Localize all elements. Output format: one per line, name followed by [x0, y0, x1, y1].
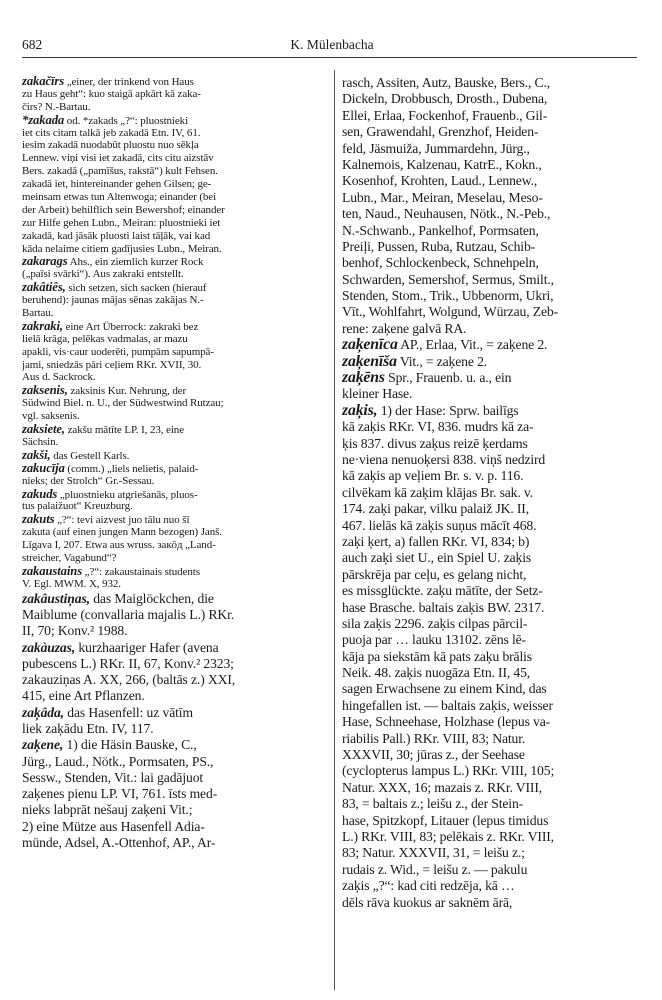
entry-text: kā zaķis RKr. VI, 836. mudrs kā za-	[342, 419, 534, 435]
entry-line	[342, 829, 641, 845]
entry-text: cilvēkam kā zaķim klājas Br. sak. v.	[342, 484, 533, 500]
entry-text: Dickeln, Drobbusch, Drosth., Dubena,	[342, 91, 548, 107]
entry-line	[22, 88, 327, 101]
entry-line	[342, 173, 641, 189]
entry-text: sila zaķis 2296. zaķis cilpas pārcil-	[342, 615, 528, 631]
entry-text: zaķi ķert, a) fallen RKr. VI, 834; b)	[342, 533, 530, 549]
headword: zakraki,	[22, 319, 63, 333]
entry-line	[342, 419, 641, 435]
entry-text: beruhend): jaunas mājas sēnas zakājas N.-	[22, 294, 204, 307]
entry-text: eine Art Überrock: zakraki bez	[63, 320, 199, 333]
entry-line	[342, 878, 641, 894]
entry-text: ķis 837. divus zaķus reizē ķerdams	[342, 435, 528, 451]
entry-line	[22, 500, 327, 513]
entry-line	[22, 191, 327, 204]
entry-text: auch zaķi siet U., ein Spiel U. zaķis	[342, 550, 532, 566]
entry-text: iet cits citam talkā jeb zakadā Etn. IV, 61.	[22, 126, 201, 139]
entry-line-with-headword	[22, 565, 327, 578]
headword: zaķis,	[342, 402, 378, 419]
entry-text: čirs? N.-Bartau.	[22, 100, 91, 113]
entry-text: Hase, Schneehase, Holzhase (lepus va-	[342, 714, 551, 730]
entry-text: zur Hilfe gehen Lubn., Meiran: pluostnieki iet	[22, 216, 221, 229]
entry-text: XXXVII, 30; jūras z., der Seehase	[342, 747, 525, 763]
headword: zaķenīša	[342, 353, 397, 370]
entry-text: apakli, vis·caur uoderēti, pumpām sapumpā-	[22, 345, 214, 358]
entry-line	[342, 272, 641, 288]
entry-text: Lubn., Mar., Meiran, Meselau, Meso-	[342, 189, 543, 205]
entry-line	[22, 359, 327, 372]
headword: *zakada	[22, 113, 65, 127]
entry-line	[342, 665, 641, 681]
entry-text: „?“: zakaustainais students	[82, 565, 200, 578]
entry-line	[22, 526, 327, 539]
entry-text: Kosenhof, Krohten, Laud., Lennew.,	[342, 173, 538, 189]
entry-line	[22, 754, 327, 770]
entry-line	[22, 552, 327, 565]
entry-text: („paīsi svārki“). Aus zakraki entstellt.	[22, 268, 184, 281]
entry-text: Lennew. viņi visi iet zakadā, cits citu aizstāv	[22, 152, 214, 165]
entry-text: Schwarden, Semershof, Sermus, Smilt.,	[342, 271, 554, 287]
entry-line	[342, 288, 641, 304]
entry-line	[22, 178, 327, 191]
entry-line	[22, 243, 327, 256]
entry-line-with-headword	[22, 462, 327, 475]
entry-line	[342, 616, 641, 632]
entry-text: münde, Adsel, A.-Ottenhof, AP., Ar-	[22, 835, 216, 851]
headword: zakši,	[22, 448, 51, 462]
entry-text: 415, eine Art Pflanzen.	[22, 688, 145, 704]
entry-line	[342, 108, 641, 124]
entry-line	[342, 452, 641, 468]
entry-line	[22, 688, 327, 704]
entry-line	[22, 578, 327, 591]
headword: zaķene,	[22, 737, 64, 753]
entry-text: Ahs., ein ziemlich kurzer Rock	[67, 256, 204, 269]
entry-text: tus palaižuot“ Kreuzburg.	[22, 500, 133, 513]
entry-line-with-headword	[22, 640, 327, 656]
headword: zakucīja	[22, 461, 65, 475]
entry-text: II, 70; Konv.² 1988.	[22, 623, 128, 639]
entry-text: (cyclopterus lampus L.) RKr. VIII, 105;	[342, 763, 555, 779]
entry-text: 83; Natur. XXXVII, 31, = leišu z.;	[342, 845, 525, 861]
entry-line	[342, 534, 641, 550]
entry-line	[22, 410, 327, 423]
entry-line	[342, 501, 641, 517]
headword: zakarags	[22, 255, 68, 269]
entry-text: AP., Erlaa, Vit., = zaķene 2.	[397, 337, 548, 353]
entry-text: zakadā iet, hintereinander gehen Gilsen; ge-	[22, 178, 212, 191]
entry-line	[22, 127, 327, 140]
entry-line	[342, 91, 641, 107]
entry-text: od. *zakads „?“: pluostnieki	[64, 114, 189, 127]
entry-text: rasch, Assiten, Autz, Bauske, Bers., C.,	[342, 75, 551, 90]
entry-line-with-headword	[22, 114, 327, 127]
entry-line-with-headword	[22, 705, 327, 721]
entry-line	[342, 141, 641, 157]
entry-line	[342, 813, 641, 829]
entry-line-with-headword	[342, 403, 641, 419]
entry-text: Ellei, Erlaa, Fockenhof, Frauenb., Gil-	[342, 107, 548, 123]
headword: zakuts	[22, 513, 55, 527]
entry-line-with-headword	[342, 370, 641, 386]
entry-line	[342, 731, 641, 747]
page-header	[22, 37, 642, 53]
entry-text: zaksinis Kur. Nehrung, der	[67, 385, 187, 398]
entry-line	[342, 468, 641, 484]
entry-line	[22, 139, 327, 152]
entry-text: Stenden, Stom., Trik., Ubbenorm, Ukri,	[342, 288, 554, 304]
entry-text: zakšu mātīte LP. I, 23, eine	[64, 424, 184, 436]
entry-text: N.-Schwanb., Pankelhof, Pormsaten,	[342, 222, 539, 238]
headword: zakâustiņas,	[22, 590, 90, 606]
entry-text: riabilis Pall.) RKr. VIII, 83; Natur.	[342, 730, 526, 746]
entry-line	[342, 75, 641, 91]
entry-text: kleiner Hase.	[342, 386, 413, 402]
entry-text: pubescens L.) RKr. II, 67, Konv.² 2323;	[22, 655, 234, 671]
entry-text: Jürg., Laud., Nötk., Pormsaten, PS.,	[22, 753, 214, 769]
entry-line	[342, 239, 641, 255]
entry-line	[342, 321, 641, 337]
headword: zaķēns	[342, 370, 385, 387]
entry-text: Natur. XXX, 16; mazais z. RKr. VIII,	[342, 779, 542, 795]
entry-line	[22, 475, 327, 488]
entry-line	[22, 436, 327, 449]
headword: zakuds	[22, 487, 58, 501]
headword: zaķenīca	[342, 337, 398, 354]
entry-text: zu Haus geht“: kuo staigā apkārt kā zaka-	[22, 87, 201, 100]
entry-line	[342, 780, 641, 796]
entry-line-with-headword	[342, 354, 641, 370]
entry-text: kā zaķis ap veļiem Br. s. v. p. 116.	[342, 468, 524, 484]
headword: zaķâda,	[22, 704, 64, 720]
entry-line	[22, 307, 327, 320]
entry-line-with-headword	[342, 337, 641, 353]
entry-line-with-headword	[22, 423, 327, 436]
entry-text: Vit., = zaķene 2.	[396, 353, 488, 369]
entry-text: „einer, der trinkend von Haus	[64, 76, 194, 88]
headword: zakačīrs	[22, 75, 65, 88]
entry-line	[22, 835, 327, 851]
entry-line-with-headword	[22, 320, 327, 333]
entry-line	[22, 204, 327, 217]
running-head: K. Mülenbacha	[290, 37, 374, 52]
column-divider	[334, 70, 335, 990]
entry-text: zakuta (auf einen jungen Mann bezogen) Janš.	[22, 526, 222, 539]
entry-line	[342, 436, 641, 452]
entry-text: Līgava I, 207. Etwa aus wruss. закōд „Land-	[22, 539, 216, 552]
entry-line	[342, 518, 641, 534]
entry-line	[22, 607, 327, 623]
entry-line-with-headword	[22, 449, 327, 462]
entry-text: 1) der Hase: Sprw. bailīgs	[377, 402, 519, 418]
headword: zaksenis,	[22, 384, 68, 398]
entry-text: pārskrēja par ceļu, es gelang nicht,	[342, 566, 527, 582]
entry-text: L.) RKr. VIII, 83; pelēkais z. RKr. VIII,	[342, 828, 554, 844]
entry-text: puoja par … lauku 13102. zēns lē-	[342, 632, 526, 648]
entry-text: zakauziņas A. XX, 266, (baltās z.) XXI,	[22, 672, 236, 688]
entry-text: Preiļi, Pussen, Ruba, Rutzau, Schib-	[342, 238, 536, 254]
entry-text: kāda nelaime citiem gadījusies Lubn., Meiran.	[22, 242, 222, 255]
headword: zakaustains	[22, 564, 83, 578]
entry-text: V. Egl. MWM. X, 932.	[22, 577, 121, 590]
entry-line	[342, 681, 641, 697]
entry-text: Aus d. Sackrock.	[22, 371, 96, 384]
entry-line	[342, 206, 641, 222]
entry-line	[342, 632, 641, 648]
entry-text: Neik. 48. zaķis nuogāza Etn. II, 45,	[342, 665, 531, 681]
entry-text: ten, Naud., Neuhausen, Nötk., N.-Peb.,	[342, 206, 551, 222]
headword: zakâtiês,	[22, 281, 66, 295]
entry-text: iesim zakadā nuodabūt pluostu nuo sēkļa	[22, 139, 199, 152]
entry-text: nieks; der Strolch“ Gr.-Sessau.	[22, 474, 155, 487]
entry-text: feld, Jäsmuiža, Jummardehn, Jürg.,	[342, 140, 530, 156]
entry-text: 83, = baltais z.; leišu z., der Stein-	[342, 796, 524, 812]
entry-line	[342, 157, 641, 173]
entry-text: 174. zaķi pakar, vilku palaiž JK. II,	[342, 501, 529, 517]
entry-text: sen, Grawendahl, Grenzhof, Heiden-	[342, 124, 539, 140]
entry-text: ne·viena nenuoķersi 838. viņš nedzird	[342, 451, 546, 467]
entry-text: der Arbeit) behilflich sein Bewershof; einander	[22, 203, 225, 216]
entry-text: meinsam etwas tun Altenwoga; einander (bei	[22, 191, 217, 204]
entry-line	[22, 539, 327, 552]
entry-line	[22, 672, 327, 688]
entry-text: rene: zaķene galvā RA.	[342, 320, 467, 336]
entry-text: streicher, Vagabund“?	[22, 551, 117, 564]
entry-line-with-headword	[22, 384, 327, 397]
entry-text: hingefallen ist. — baltais zaķis, weisser	[342, 697, 553, 713]
entry-text: Spr., Frauenb. u. a., ein	[384, 370, 512, 386]
entry-line	[342, 895, 641, 911]
entry-text: Südwind Biel. n. U., der Südwestwind Rutzau;	[22, 397, 224, 410]
entry-line	[22, 294, 327, 307]
entry-line	[22, 101, 327, 114]
entry-line	[22, 819, 327, 835]
entry-text: das Gestell Karls.	[50, 449, 130, 462]
entry-line-with-headword	[22, 591, 327, 607]
entry-line	[22, 721, 327, 737]
entry-text: 2) eine Mütze aus Hasenfell Adia-	[22, 818, 205, 834]
headword: zaksiete,	[22, 423, 65, 436]
entry-text: Maiblume (convallaria majalis L.) RKr.	[22, 606, 235, 622]
entry-text: „?“: tevi aizvest juo tālu nuo šī	[54, 514, 190, 527]
entry-line	[342, 386, 641, 402]
entry-text: lielā krāga, pelēkas vadmalas, ar mazu	[22, 332, 188, 345]
entry-text: das Hasenfell: uz vātīm	[63, 704, 193, 720]
entry-text: sagen Erwachsene zu einem Kind, das	[342, 681, 547, 697]
entry-text: kurzhaariger Hafer (avena	[75, 639, 219, 655]
page-number: 682	[22, 37, 43, 52]
header-rule	[22, 57, 637, 58]
entry-line	[342, 304, 641, 320]
entry-line	[22, 230, 327, 243]
entry-line	[342, 714, 641, 730]
entry-text: (comm.) „liels nelietis, palaid-	[64, 462, 199, 475]
headword: zakàuzas,	[22, 639, 76, 655]
entry-line	[22, 656, 327, 672]
entry-line	[342, 255, 641, 271]
entry-text: 1) die Häsin Bauske, C.,	[63, 737, 197, 753]
entry-text: kāja pa siekstām kā pats zaķu brālis	[342, 648, 532, 664]
entry-text: hase, Spitzkopf, Litauer (lepus timidus	[342, 812, 549, 828]
entry-line	[342, 124, 641, 140]
entry-line	[342, 796, 641, 812]
entry-text: Sessw., Stenden, Vit.: lai gadājuot	[22, 769, 204, 785]
entry-line	[342, 862, 641, 878]
entry-line	[22, 333, 327, 346]
entry-text: Vīt., Wohlfahrt, Wolgund, Würzau, Zeb-	[342, 304, 558, 320]
entry-line	[342, 223, 641, 239]
entry-line	[342, 845, 641, 861]
entry-line	[342, 698, 641, 714]
entry-line	[22, 152, 327, 165]
entry-text: dēls rāva kuokus ar saknēm ārā,	[342, 894, 513, 910]
entry-text: Sächsin.	[22, 435, 59, 448]
left-column	[22, 75, 327, 851]
entry-text: vgl. saksenis.	[22, 410, 80, 423]
entry-line	[342, 747, 641, 763]
entry-text: sich setzen, sich sacken (hierauf	[65, 282, 207, 295]
entry-text: hase Brasche. baltais zaķis BW. 2317.	[342, 599, 545, 615]
entry-text: jami, sniedzās pāri ceļiem RKr. XVII, 30.	[22, 358, 202, 371]
entry-line-with-headword	[22, 513, 327, 526]
entry-line	[342, 190, 641, 206]
entry-line	[22, 623, 327, 639]
entry-line	[22, 371, 327, 384]
entry-text: Bers. zakadā („pamīšus, rakstā“) kult Fehsen.	[22, 165, 218, 178]
entry-line	[22, 397, 327, 410]
entry-line	[342, 583, 641, 599]
entry-line-with-headword	[22, 75, 327, 88]
entry-line	[22, 770, 327, 786]
entry-text: zakadā, kad jāsāk pluosti laist tāļāk, vai kad	[22, 229, 211, 242]
entry-text: „pluostnieku atgriešanās, pluos-	[57, 488, 198, 501]
entry-line-with-headword	[22, 281, 327, 294]
entry-line	[22, 802, 327, 818]
entry-text: benhof, Schlockenbeck, Schnehpeln,	[342, 255, 539, 271]
entry-text: zaķenes pienu LP. VI, 761. īsts med-	[22, 786, 218, 802]
entry-line	[342, 567, 641, 583]
entry-line	[342, 550, 641, 566]
entry-line-with-headword	[22, 255, 327, 268]
entry-line	[342, 485, 641, 501]
entry-text: Bartau.	[22, 307, 54, 320]
entry-line	[22, 217, 327, 230]
entry-line	[22, 268, 327, 281]
right-column	[342, 75, 641, 911]
entry-text: es missglückte. zaķu mātīte, der Setz-	[342, 583, 543, 599]
entry-line	[342, 600, 641, 616]
entry-line-with-headword	[22, 737, 327, 753]
entry-text: rudais z. Wid., = leišu z. — pakulu	[342, 861, 528, 877]
entry-line	[342, 763, 641, 779]
entry-text: 467. lielās kā zaķis suņus mācīt 468.	[342, 517, 537, 533]
entry-line	[22, 786, 327, 802]
entry-text: zaķis „?“: kad citi redzēja, kā …	[342, 878, 515, 894]
entry-text: nieks labprāt nešauj zaķeni Vit.;	[22, 802, 193, 818]
entry-text: das Maiglöckchen, die	[89, 590, 214, 606]
entry-text: liek zaķādu Etn. IV, 117.	[22, 721, 154, 736]
entry-line	[22, 346, 327, 359]
entry-line-with-headword	[22, 488, 327, 501]
entry-line	[342, 649, 641, 665]
entry-line	[22, 165, 327, 178]
entry-text: Kalnemois, Kalzenau, KatrE., Kokn.,	[342, 156, 542, 172]
